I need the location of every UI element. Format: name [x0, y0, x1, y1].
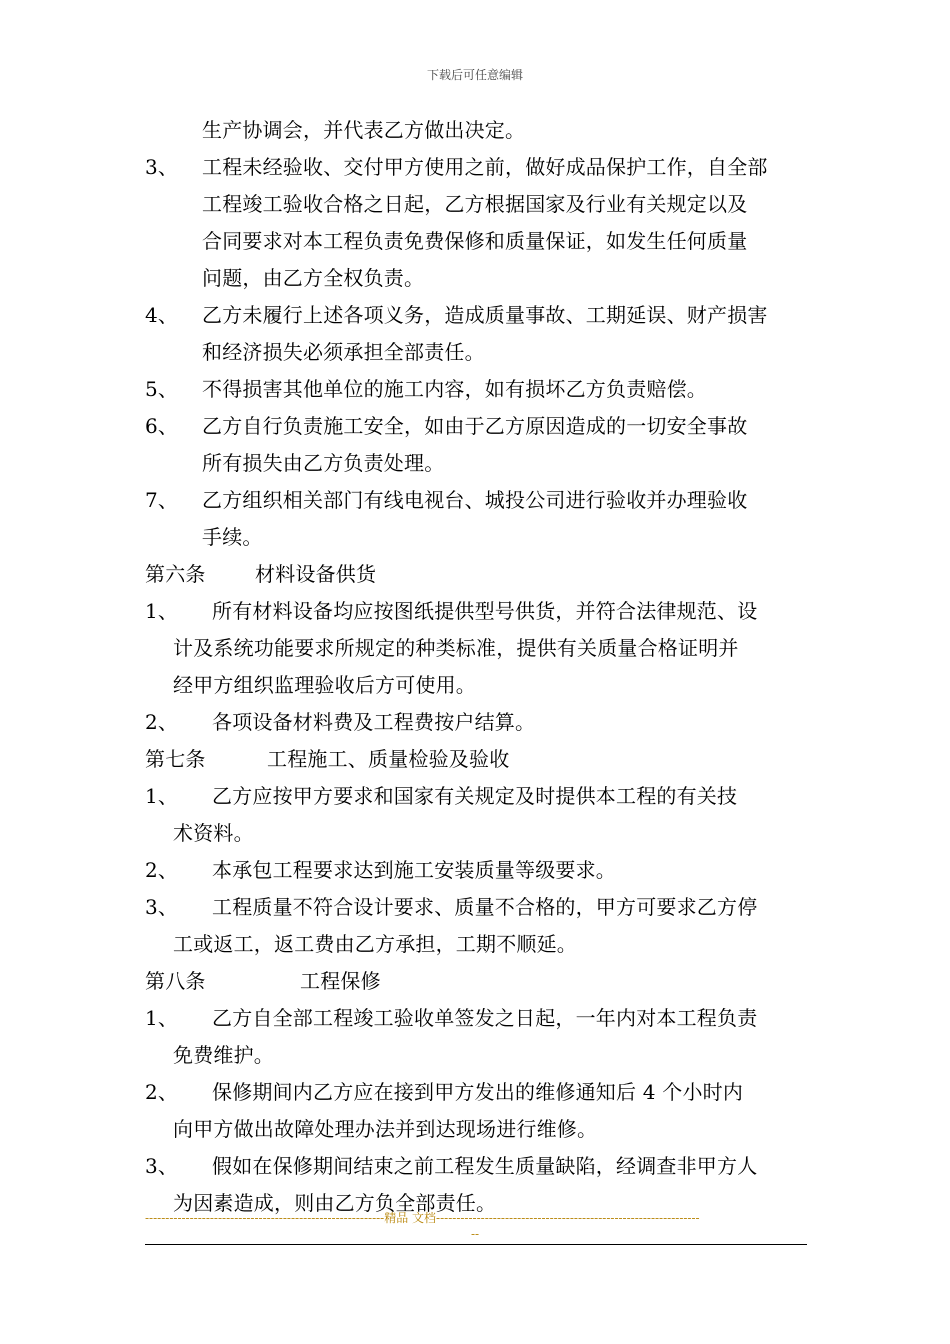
item-number: 1、: [145, 1006, 179, 1030]
paragraph-line: 工或返工，返工费由乙方承担，工期不顺延。: [173, 932, 577, 956]
list-item: 7、 乙方组织相关部门有线电视台、城投公司进行验收并办理验收: [145, 482, 810, 519]
list-item: 1、 乙方自全部工程竣工验收单签发之日起，一年内对本工程负责: [145, 1000, 810, 1037]
item-number: 3、: [145, 1154, 179, 1178]
list-item: 6、 乙方自行负责施工安全，如由于乙方原因造成的一切安全事故: [145, 408, 810, 445]
item-number: 2、: [145, 858, 179, 882]
paragraph-line: 和经济损失必须承担全部责任。: [202, 340, 485, 364]
section-title: 材料设备供货: [255, 562, 377, 586]
item-number: 5、: [145, 377, 179, 401]
footer-watermark-line: -----------------------------------------------------------精品 文档-----------------------------------------------------------------: [145, 1211, 700, 1225]
item-number: 3、: [145, 895, 179, 919]
page-header: 下载后可任意编辑: [426, 68, 523, 82]
item-number: 7、: [145, 488, 179, 512]
paragraph-line: 术资料。: [173, 821, 254, 845]
list-item: 4、 乙方未履行上述各项义务，造成质量事故、工期延误、财产损害: [145, 297, 810, 334]
section-heading: [145, 556, 810, 593]
section-number: 第八条: [145, 969, 206, 993]
section-number: 第六条: [145, 562, 206, 586]
paragraph-line: 手续。: [202, 525, 263, 549]
paragraph-line: 向甲方做出故障处理办法并到达现场进行维修。: [173, 1117, 598, 1141]
list-item: 5、 不得损害其他单位的施工内容，如有损坏乙方负责赔偿。: [145, 371, 810, 408]
item-number: 1、: [145, 599, 179, 623]
paragraph-line: 经甲方组织监理验收后方可使用。: [173, 673, 476, 697]
section-number: 第七条: [145, 747, 206, 771]
section-title: 工程施工、质量检验及验收: [267, 747, 510, 771]
list-item: 3、 工程未经验收、交付甲方使用之前，做好成品保护工作，自全部: [145, 149, 810, 186]
footer-divider: [145, 1244, 807, 1245]
paragraph-line: 所有损失由乙方负责处理。: [202, 451, 445, 475]
list-item: 1、 乙方应按甲方要求和国家有关规定及时提供本工程的有关技: [145, 778, 810, 815]
paragraph-line: 为因素造成，则由乙方负全部责任。: [173, 1191, 497, 1215]
item-number: 4、: [145, 303, 179, 327]
list-item: 3、 假如在保修期间结束之前工程发生质量缺陷，经调查非甲方人: [145, 1148, 810, 1185]
document-body: [145, 112, 810, 1222]
section-title: 工程保修: [300, 969, 381, 993]
list-item: 2、 本承包工程要求达到施工安装质量等级要求。: [145, 852, 810, 889]
paragraph-line: 免费维护。: [173, 1043, 274, 1067]
paragraph-line: 问题，由乙方全权负责。: [202, 266, 425, 290]
list-item: 1、 所有材料设备均应按图纸提供型号供货，并符合法律规范、设: [145, 593, 810, 630]
paragraph-line: 合同要求对本工程负责免费保修和质量保证，如发生任何质量: [202, 229, 748, 253]
item-number: 3、: [145, 155, 179, 179]
item-number: 2、: [145, 1080, 179, 1104]
item-number: 2、: [145, 710, 179, 734]
item-number: 1、: [145, 784, 179, 808]
item-number: 6、: [145, 414, 179, 438]
list-item: 3、 工程质量不符合设计要求、质量不合格的，甲方可要求乙方停: [145, 889, 810, 926]
list-item: 2、 各项设备材料费及工程费按户结算。: [145, 704, 810, 741]
section-heading: [145, 963, 810, 1000]
paragraph-line: 工程竣工验收合格之日起，乙方根据国家及行业有关规定以及: [202, 192, 748, 216]
list-item: 2、 保修期间内乙方应在接到甲方发出的维修通知后 4 个小时内: [145, 1074, 810, 1111]
section-heading: [145, 741, 810, 778]
footer-watermark-continuation: --: [470, 1227, 480, 1241]
paragraph-line: 计及系统功能要求所规定的种类标准，提供有关质量合格证明并: [173, 636, 739, 660]
paragraph-line: 生产协调会，并代表乙方做出决定。: [202, 118, 526, 142]
